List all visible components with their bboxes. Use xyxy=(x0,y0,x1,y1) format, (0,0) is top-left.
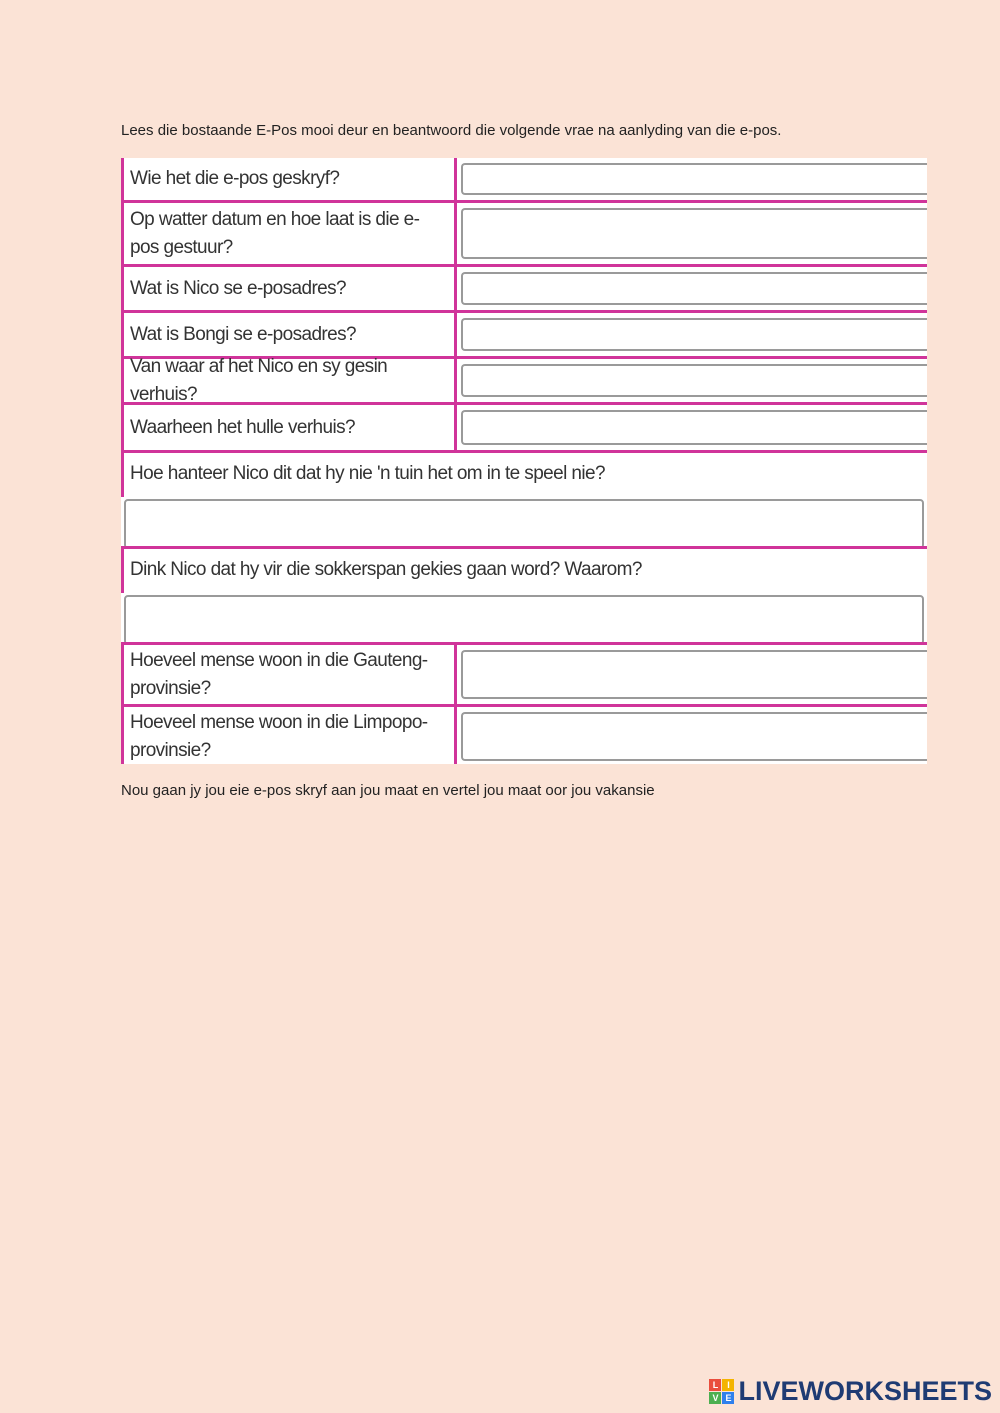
logo-text: LIVEWORKSHEETS xyxy=(738,1376,992,1406)
question-label: Wat is Nico se e-posadres? xyxy=(121,267,457,310)
answer-field[interactable] xyxy=(461,272,927,305)
question-row xyxy=(121,402,927,450)
answer-field[interactable] xyxy=(461,318,927,351)
question-label: Van waar af het Nico en sy gesin verhuis? xyxy=(121,359,457,402)
question-row xyxy=(121,158,927,200)
question-table xyxy=(121,158,927,764)
question-label: Wat is Bongi se e-posadres? xyxy=(121,313,457,356)
answer-field[interactable] xyxy=(461,712,927,761)
question-label: Waarheen het hulle verhuis? xyxy=(121,405,457,450)
answer-field[interactable] xyxy=(461,364,927,397)
intro-text: Lees die bostaande E-Pos mooi deur en beantwoord die volgende vrae na aanlyding van die e-pos. xyxy=(121,122,782,139)
question-row xyxy=(121,355,927,405)
liveworksheets-logo xyxy=(709,1376,992,1407)
answer-field[interactable] xyxy=(124,499,924,549)
question-row xyxy=(121,704,927,764)
answer-field[interactable] xyxy=(461,163,927,195)
question-row-wide xyxy=(121,450,927,546)
answer-field[interactable] xyxy=(461,208,927,259)
answer-field[interactable] xyxy=(461,650,927,699)
question-row xyxy=(121,642,927,704)
answer-field[interactable] xyxy=(461,410,927,445)
question-label: Hoe hanteer Nico dit dat hy nie 'n tuin het om in te speel nie? xyxy=(121,453,927,497)
question-row xyxy=(121,310,927,356)
question-label: Wie het die e-pos geskryf? xyxy=(121,158,457,200)
instruction-text: Nou gaan jy jou eie e-pos skryf aan jou maat en vertel jou maat oor jou vakansie xyxy=(121,782,655,799)
question-row-wide xyxy=(121,546,927,642)
question-label: Hoeveel mense woon in die Gauteng-provinsie? xyxy=(121,645,457,704)
question-label: Op watter datum en hoe laat is die e-pos gestuur? xyxy=(121,203,457,264)
logo-grid-icon: L I V E xyxy=(709,1379,734,1404)
question-row xyxy=(121,264,927,310)
question-label: Hoeveel mense woon in die Limpopo-provinsie? xyxy=(121,707,457,764)
question-label: Dink Nico dat hy vir die sokkerspan gekies gaan word? Waarom? xyxy=(121,549,927,593)
question-row xyxy=(121,200,927,264)
answer-field[interactable] xyxy=(124,595,924,645)
